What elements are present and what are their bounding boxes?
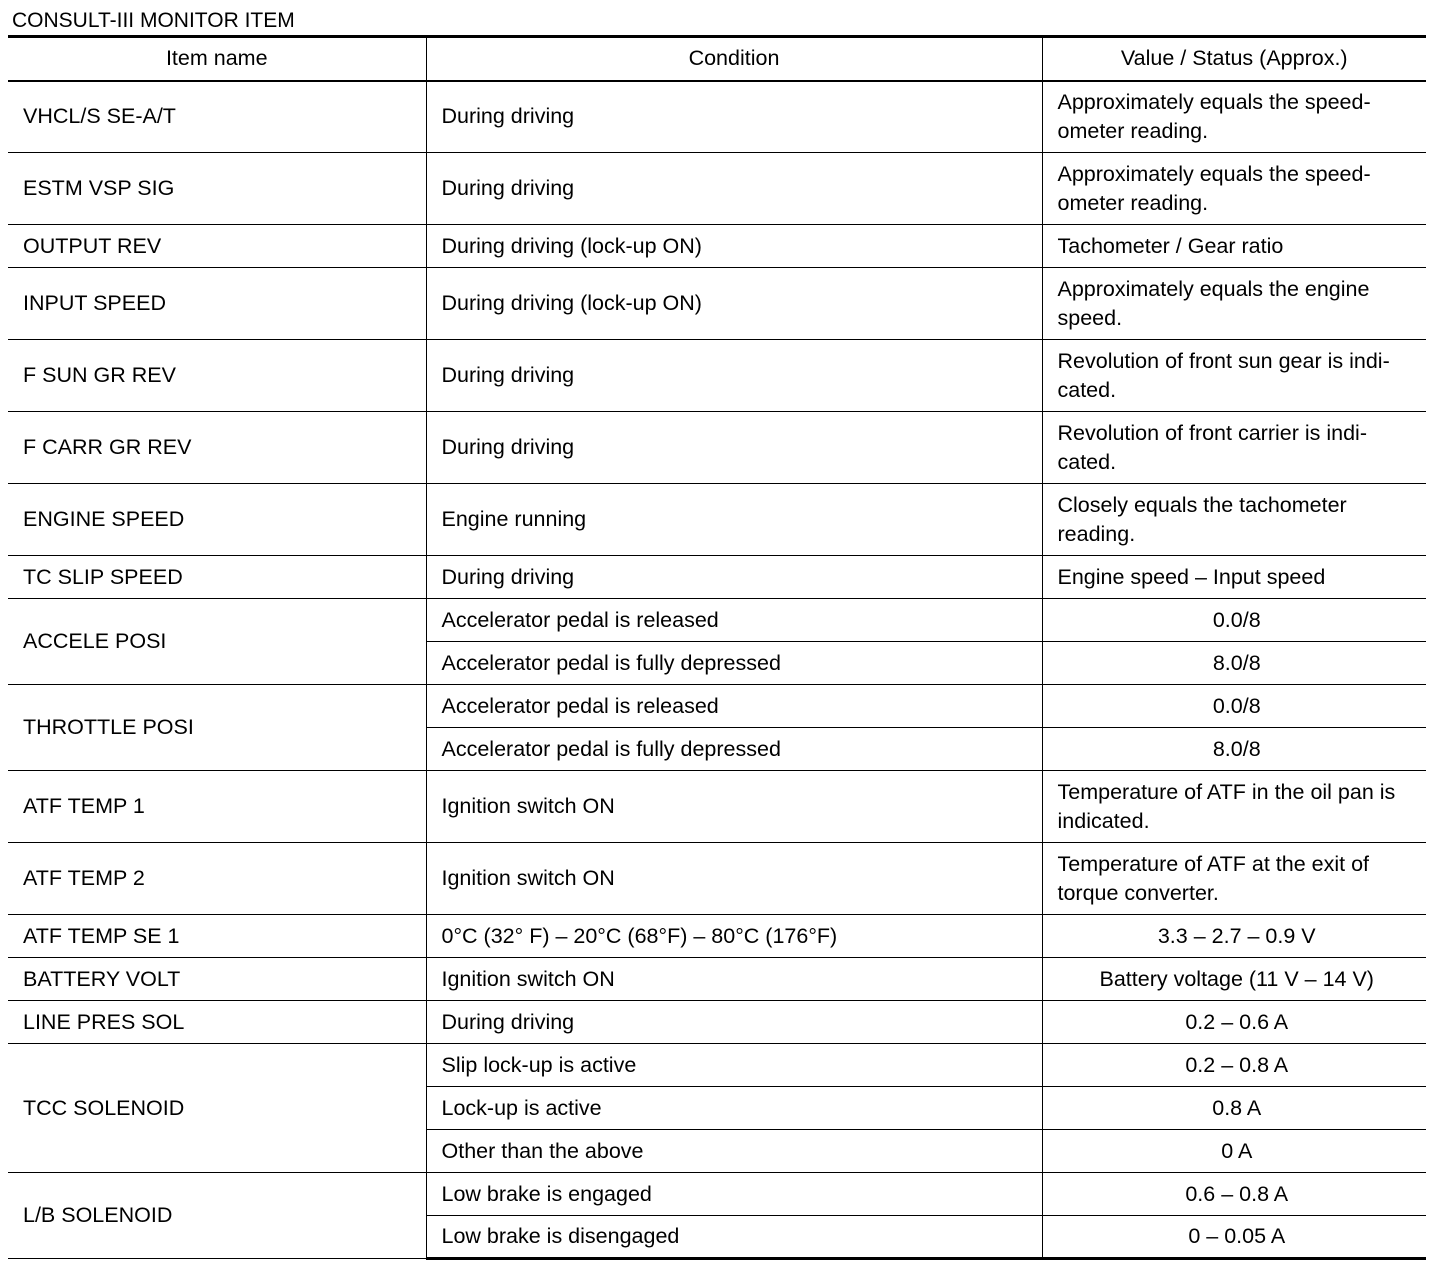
table-row <box>8 484 1426 556</box>
condition-cell: Accelerator pedal is fully depressed <box>426 642 1042 685</box>
table-row <box>8 599 1426 642</box>
table-row <box>8 1001 1426 1044</box>
condition-cell: Low brake is engaged <box>426 1173 1042 1216</box>
value-cell: 3.3 – 2.7 – 0.9 V <box>1042 915 1426 958</box>
document-title: CONSULT-III MONITOR ITEM <box>12 9 295 32</box>
value-cell: 8.0/8 <box>1042 642 1426 685</box>
condition-cell: Lock-up is active <box>426 1087 1042 1130</box>
condition-cell: During driving <box>426 556 1042 599</box>
value-cell: Tachometer / Gear ratio <box>1042 225 1426 268</box>
value-cell: 0.0/8 <box>1042 685 1426 728</box>
value-cell: 0.2 – 0.6 A <box>1042 1001 1426 1044</box>
value-cell: 0.8 A <box>1042 1087 1426 1130</box>
item-name-cell: ATF TEMP 1 <box>8 771 426 843</box>
item-name-cell: L/B SOLENOID <box>8 1173 426 1259</box>
table-row <box>8 340 1426 412</box>
table-row <box>8 153 1426 225</box>
table-row <box>8 556 1426 599</box>
condition-cell: Low brake is disengaged <box>426 1216 1042 1259</box>
condition-cell: During driving <box>426 412 1042 484</box>
condition-cell: Engine running <box>426 484 1042 556</box>
value-cell: Engine speed – Input speed <box>1042 556 1426 599</box>
value-cell: 8.0/8 <box>1042 728 1426 771</box>
monitor-item-table <box>8 35 1426 1260</box>
table-row <box>8 958 1426 1001</box>
condition-cell: During driving <box>426 81 1042 153</box>
table-row <box>8 1044 1426 1087</box>
condition-cell: 0°C (32° F) – 20°C (68°F) – 80°C (176°F) <box>426 915 1042 958</box>
value-cell: Revolution of front sun gear is indi-cated. <box>1042 340 1426 412</box>
condition-cell: During driving <box>426 340 1042 412</box>
value-cell: Temperature of ATF at the exit of torque converter. <box>1042 843 1426 915</box>
item-name-cell: BATTERY VOLT <box>8 958 426 1001</box>
item-name-cell: TCC SOLENOID <box>8 1044 426 1173</box>
item-name-cell: LINE PRES SOL <box>8 1001 426 1044</box>
condition-cell: Accelerator pedal is fully depressed <box>426 728 1042 771</box>
condition-cell: During driving <box>426 153 1042 225</box>
header-item-name: Item name <box>8 37 426 81</box>
item-name-cell: TC SLIP SPEED <box>8 556 426 599</box>
value-cell: Approximately equals the speed-ometer reading. <box>1042 81 1426 153</box>
condition-cell: Other than the above <box>426 1130 1042 1173</box>
item-name-cell: ATF TEMP 2 <box>8 843 426 915</box>
value-cell: Closely equals the tachometer reading. <box>1042 484 1426 556</box>
condition-cell: Accelerator pedal is released <box>426 599 1042 642</box>
value-cell: Temperature of ATF in the oil pan is indicated. <box>1042 771 1426 843</box>
item-name-cell: F SUN GR REV <box>8 340 426 412</box>
item-name-cell: ACCELE POSI <box>8 599 426 685</box>
table-row <box>8 225 1426 268</box>
table-row <box>8 412 1426 484</box>
condition-cell: Slip lock-up is active <box>426 1044 1042 1087</box>
item-name-cell: VHCL/S SE-A/T <box>8 81 426 153</box>
condition-cell: Ignition switch ON <box>426 843 1042 915</box>
condition-cell: During driving <box>426 1001 1042 1044</box>
table-row <box>8 268 1426 340</box>
item-name-cell: ATF TEMP SE 1 <box>8 915 426 958</box>
condition-cell: During driving (lock-up ON) <box>426 268 1042 340</box>
condition-cell: Ignition switch ON <box>426 958 1042 1001</box>
item-name-cell: THROTTLE POSI <box>8 685 426 771</box>
value-cell: 0.6 – 0.8 A <box>1042 1173 1426 1216</box>
table-row <box>8 843 1426 915</box>
table-row <box>8 685 1426 728</box>
table-row <box>8 915 1426 958</box>
value-cell: 0 – 0.05 A <box>1042 1216 1426 1259</box>
table-header-row <box>8 37 1426 81</box>
item-name-cell: ESTM VSP SIG <box>8 153 426 225</box>
header-condition: Condition <box>426 37 1042 81</box>
header-value-status: Value / Status (Approx.) <box>1042 37 1426 81</box>
value-cell: 0.2 – 0.8 A <box>1042 1044 1426 1087</box>
value-cell: Battery voltage (11 V – 14 V) <box>1042 958 1426 1001</box>
condition-cell: Ignition switch ON <box>426 771 1042 843</box>
value-cell: 0 A <box>1042 1130 1426 1173</box>
condition-cell: Accelerator pedal is released <box>426 685 1042 728</box>
condition-cell: During driving (lock-up ON) <box>426 225 1042 268</box>
table-row <box>8 81 1426 153</box>
item-name-cell: OUTPUT REV <box>8 225 426 268</box>
value-cell: Approximately equals the speed-ometer reading. <box>1042 153 1426 225</box>
table-row <box>8 771 1426 843</box>
value-cell: 0.0/8 <box>1042 599 1426 642</box>
item-name-cell: ENGINE SPEED <box>8 484 426 556</box>
value-cell: Revolution of front carrier is indi-cated. <box>1042 412 1426 484</box>
table-row <box>8 1173 1426 1216</box>
item-name-cell: INPUT SPEED <box>8 268 426 340</box>
value-cell: Approximately equals the engine speed. <box>1042 268 1426 340</box>
item-name-cell: F CARR GR REV <box>8 412 426 484</box>
